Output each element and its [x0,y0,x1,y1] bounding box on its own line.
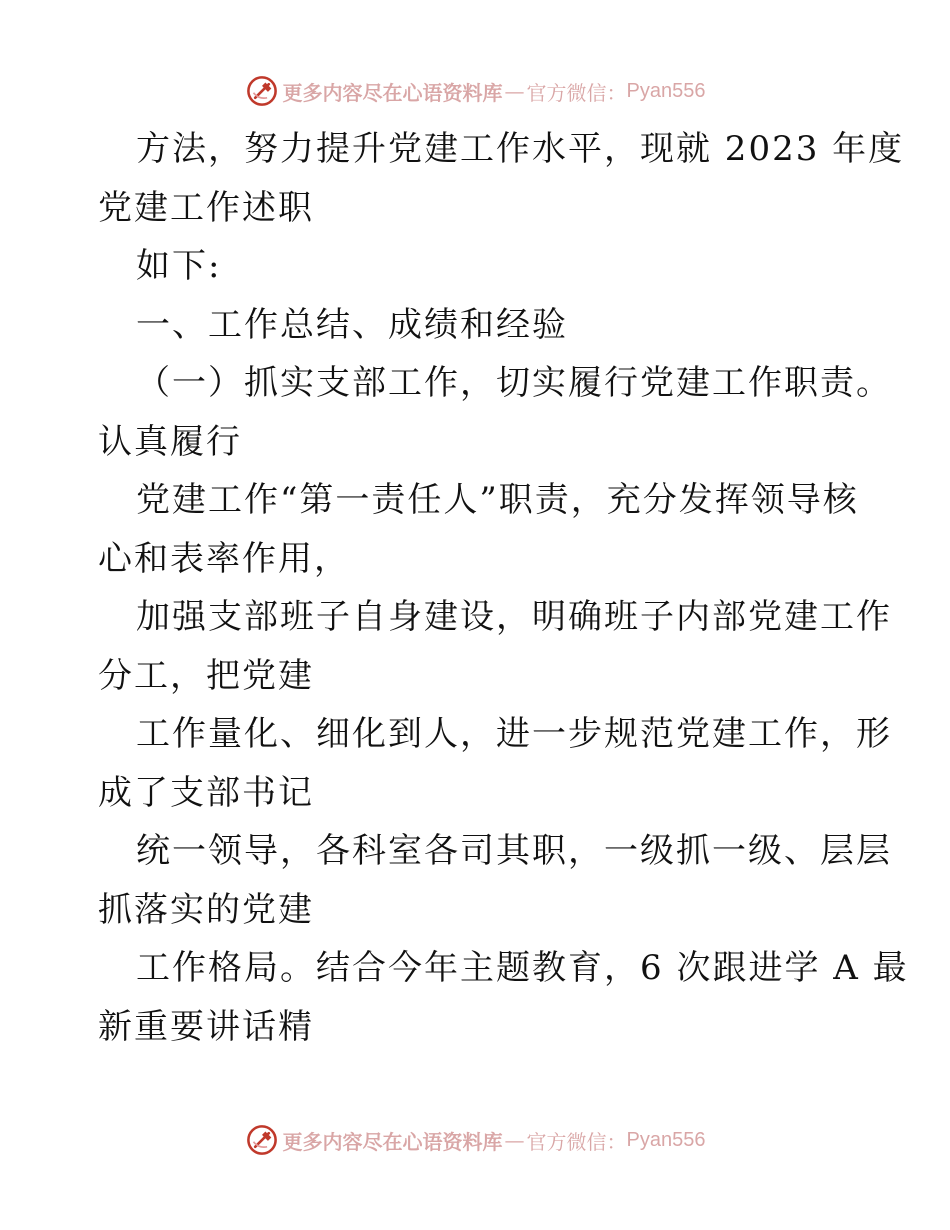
watermark-label: 官方微信： [526,1129,627,1154]
body-line: 新重要讲话精 [98,1006,314,1047]
watermark-label: 官方微信： [526,80,627,105]
body-line: 成了支部书记 [98,772,314,813]
body-line: 加强支部班子自身建设，明确班子内部党建工作 [136,597,892,637]
footer-watermark [0,1120,950,1160]
subsection-heading: （一）抓实支部工作，切实履行党建工作职责。 [136,363,892,403]
body-line: 如下: [136,246,222,286]
watermark-separator: — [504,79,525,103]
body-line: 党建工作“第一责任人”职责，充分发挥领导核 [136,480,859,520]
body-line: 工作格局。结合今年主题教育，6 次跟进学 A 最 [136,948,909,988]
body-line: 方法，努力提升党建工作水平，现就 2023 年度 [136,129,905,169]
watermark-main-text: 更多内容尽在心语资料库 [282,80,503,105]
body-line: 工作量化、细化到人，进一步规范党建工作，形 [136,714,892,754]
seal-logo-icon [245,1123,279,1157]
body-line: 心和表率作用， [98,538,350,579]
body-line: 分工，把党建 [98,655,314,696]
watermark-wechat-id: Pyan556 [626,1128,706,1151]
section-heading: 一、工作总结、成绩和经验 [136,304,568,345]
watermark-wechat-id: Pyan556 [626,79,706,102]
watermark-main-text: 更多内容尽在心语资料库 [282,1129,503,1154]
body-line: 认真履行 [98,421,242,462]
body-line: 抓落实的党建 [98,889,314,930]
header-watermark [0,71,950,111]
body-line: 党建工作述职 [98,187,314,228]
seal-logo-icon [245,74,279,108]
document-body [98,120,909,1056]
body-line: 统一领导，各科室各司其职，一级抓一级、层层 [136,831,892,871]
watermark-separator: — [504,1128,525,1152]
